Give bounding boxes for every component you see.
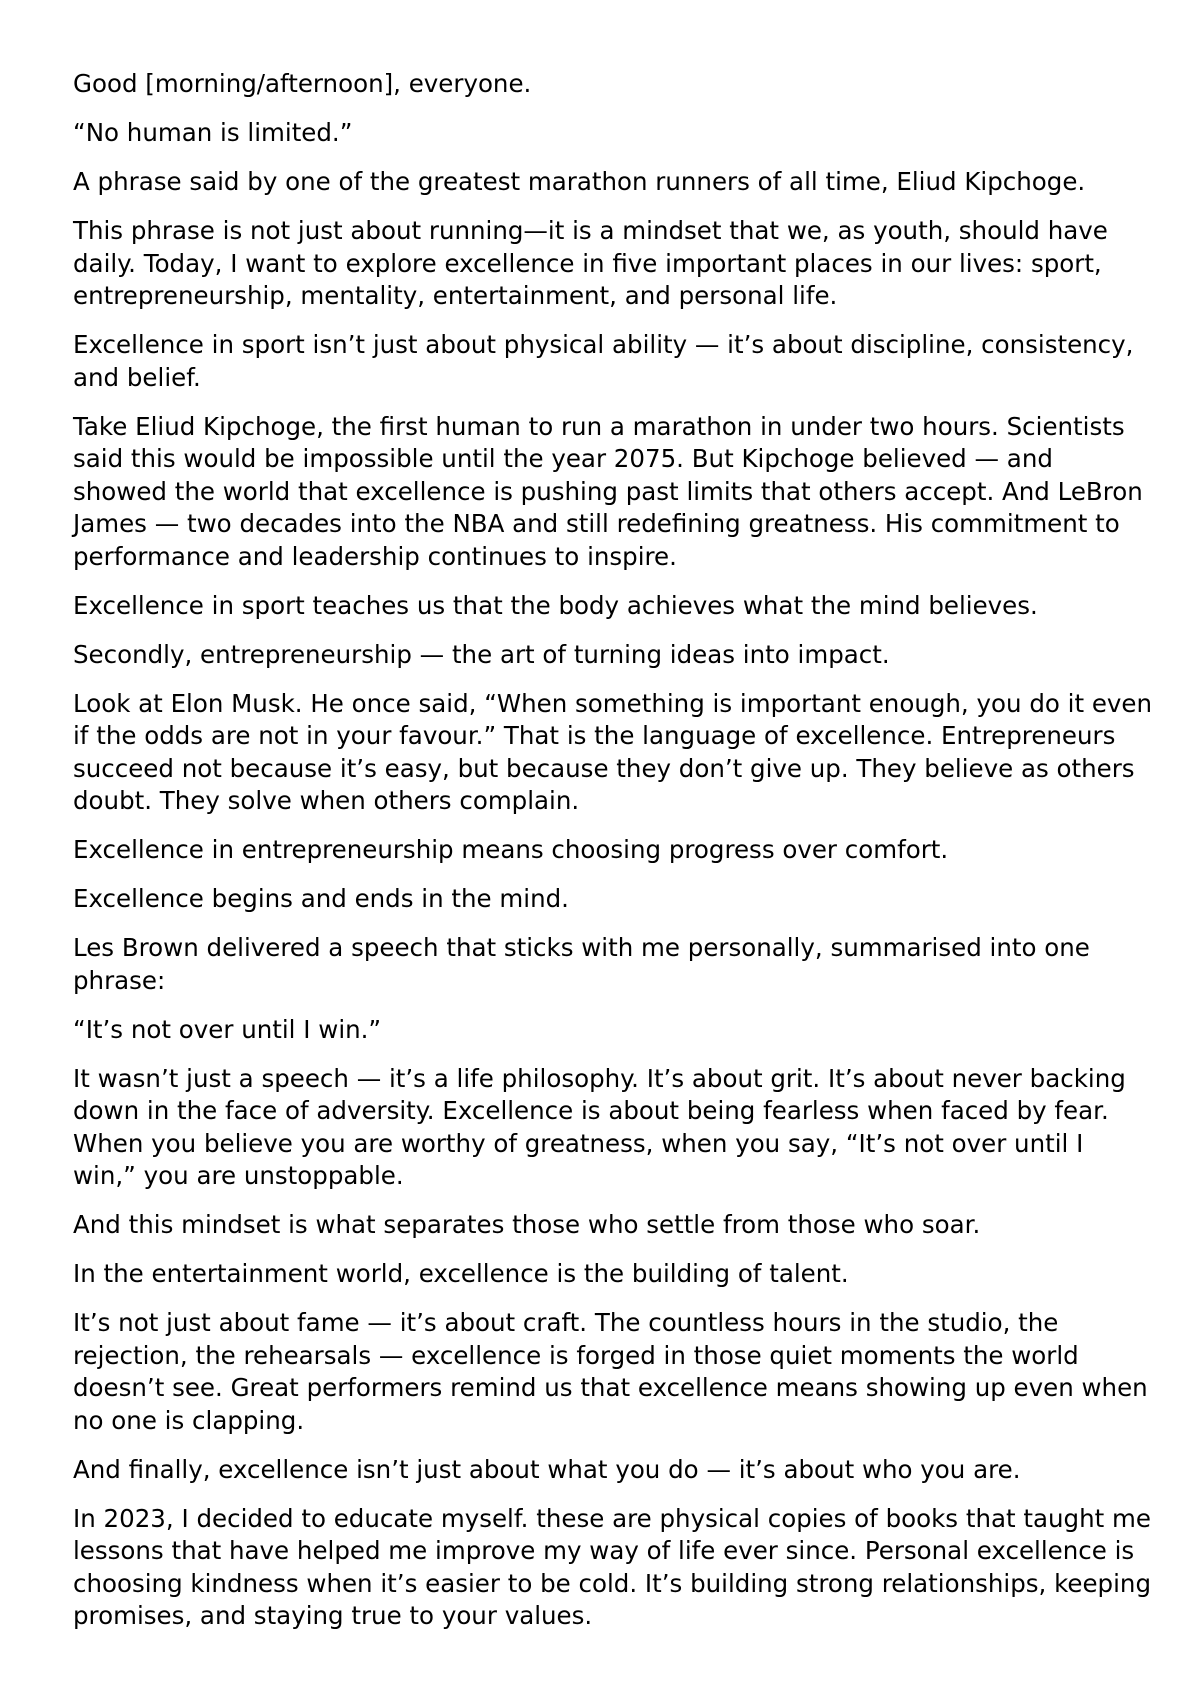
paragraph-personal-intro: And finally, excellence isn’t just about what you do — it’s about who you are. bbox=[73, 1454, 1021, 1484]
paragraph-elon-musk: Look at Elon Musk. He once said, “When something is important enough, you do it even if the odds are not in your favour.” That is the language of excellence. Entrepreneurs succeed not because it’s easy, but because they don’t give up. They believe as others doubt. They solve when others complain. bbox=[73, 688, 1153, 815]
paragraph-quote-not-over: “It’s not over until I win.” bbox=[73, 1014, 382, 1044]
paragraph-settle-soar: And this mindset is what separates those who settle from those who soar. bbox=[73, 1210, 981, 1239]
paragraph-personal-excellence: In 2023, I decided to educate myself. these are physical copies of books that taught me lessons that have helped me improve my way of life ever since. Personal excellence is choosing kindness when it’s easier to be cold. It’s building strong relationships, keeping promises, and staying true to your values. bbox=[73, 1503, 1151, 1630]
paragraph-les-brown: Les Brown delivered a speech that sticks with me personally, summarised into one phrase: bbox=[73, 933, 1090, 995]
paragraph-entrepreneurship-intro: Secondly, entrepreneurship — the art of turning ideas into impact. bbox=[73, 639, 890, 669]
paragraph-quote-no-human-limited: “No human is limited.” bbox=[73, 118, 353, 147]
paragraph-sport-lesson: Excellence in sport teaches us that the body achieves what the mind believes. bbox=[73, 590, 1038, 620]
paragraph-kipchoge-intro: A phrase said by one of the greatest marathon runners of all time, Eliud Kipchoge. bbox=[73, 167, 1086, 196]
paragraph-greeting: Good [morning/afternoon], everyone. bbox=[73, 69, 532, 98]
paragraph-kipchoge-lebron: Take Eliud Kipchoge, the first human to run a marathon in under two hours. Scientists said this would be impossible until the year 2075. But Kipchoge believed — and showed the world that excellence is pushing past limits that others accept. And LeBron James — two decades into the NBA and still redefining greatness. His commitment to performance and leadership continues to inspire. bbox=[73, 411, 1143, 571]
paragraph-sport-excellence: Excellence in sport isn’t just about physical ability — it’s about discipline, consistency, and belief. bbox=[73, 330, 1134, 392]
paragraph-mindset-overview: This phrase is not just about running—it is a mindset that we, as youth, should have daily. Today, I want to explore excellence in five important places in our lives: sport, entrepreneurship, mentality, entertainment, and personal life. bbox=[73, 216, 1108, 310]
paragraph-mind: Excellence begins and ends in the mind. bbox=[73, 884, 569, 913]
paragraph-entrepreneurship-lesson: Excellence in entrepreneurship means choosing progress over comfort. bbox=[73, 835, 949, 864]
paragraph-entertainment-intro: In the entertainment world, excellence is the building of talent. bbox=[73, 1259, 849, 1288]
paragraph-life-philosophy: It wasn’t just a speech — it’s a life philosophy. It’s about grit. It’s about never backing down in the face of adversity. Excellence is about being fearless when faced by fear. When you believe you are worthy of greatness, when you say, “It’s not over until I win,” you are unstoppable. bbox=[73, 1063, 1126, 1190]
paragraph-entertainment-craft: It’s not just about fame — it’s about craft. The countless hours in the studio, the rejection, the rehearsals — excellence is forged in those quiet moments the world doesn’t see. Great performers remind us that excellence means showing up even when no one is clapping. bbox=[73, 1308, 1148, 1435]
